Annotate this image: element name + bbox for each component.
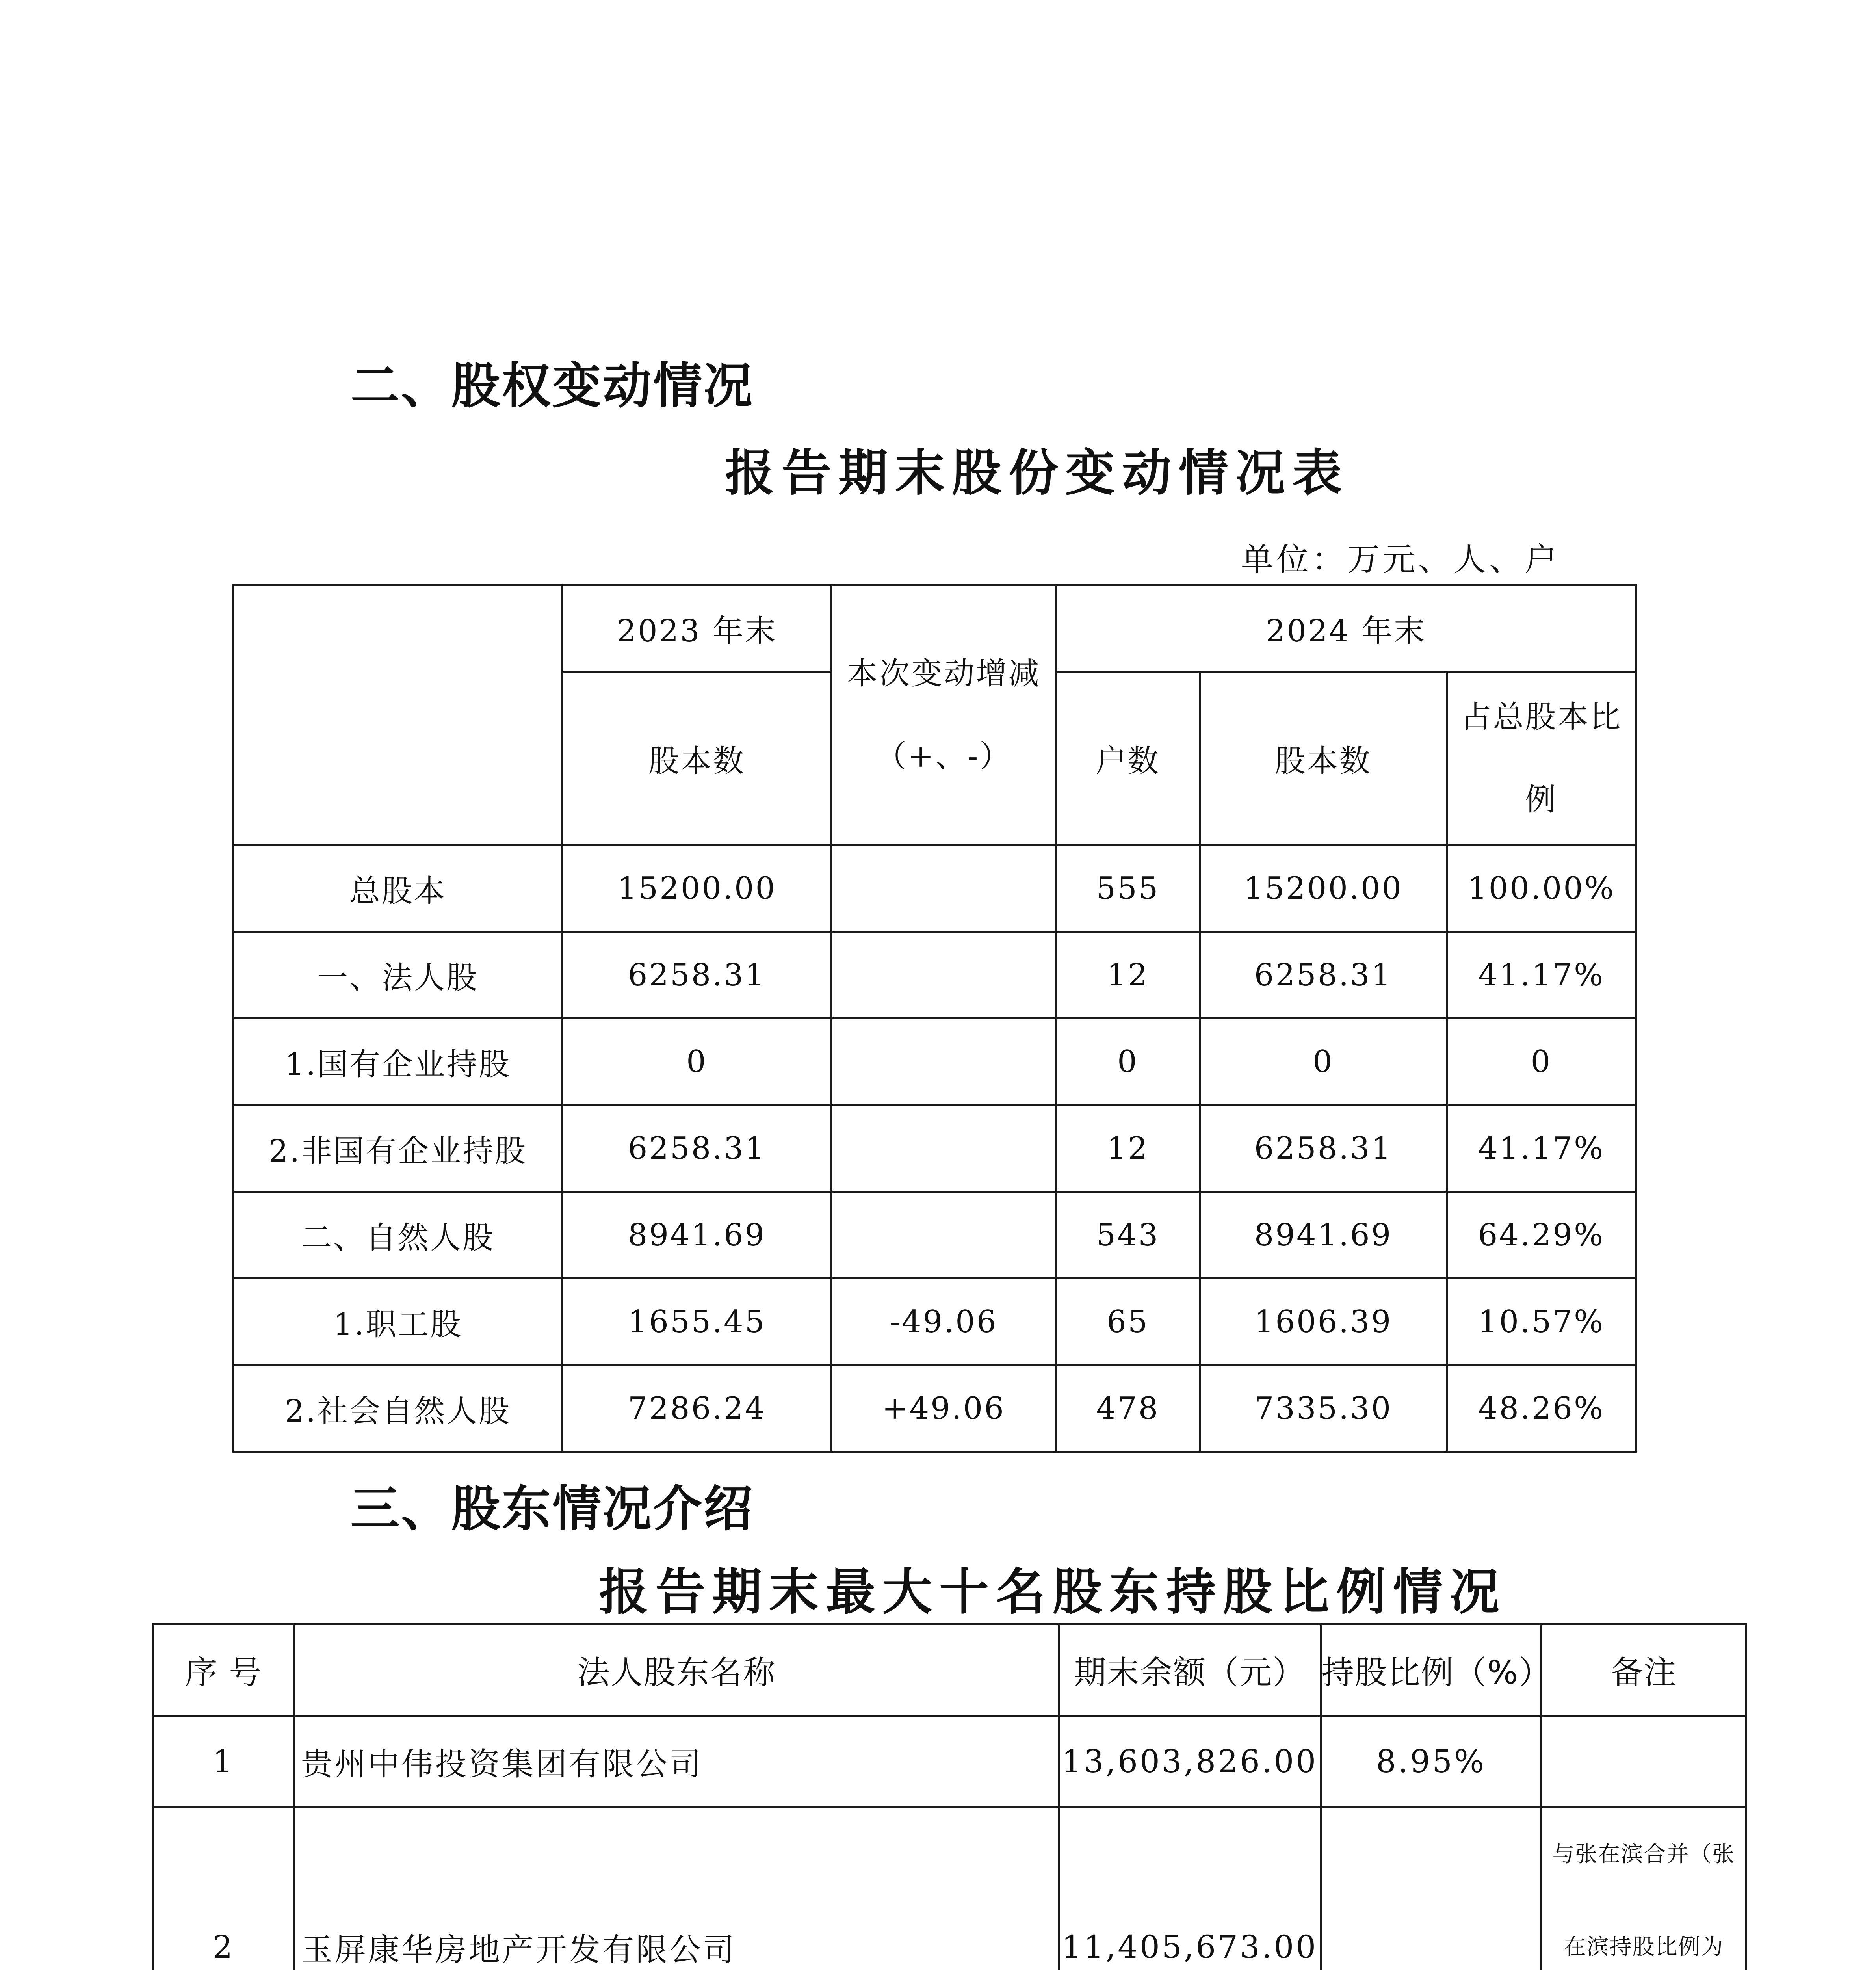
ratio: 100.00%: [1447, 845, 1636, 932]
change-value: [832, 1018, 1056, 1105]
ratio: 48.26%: [1447, 1365, 1636, 1452]
ratio: 10.57%: [1447, 1279, 1636, 1365]
header-name: 法人股东名称: [295, 1624, 1059, 1716]
shareholder-name: 玉屏康华房地产开发有限公司: [295, 1807, 1059, 1970]
shares-2024: 15200.00: [1200, 845, 1447, 932]
change-value: [832, 1192, 1056, 1279]
row-label: 1.国有企业持股: [234, 1018, 563, 1105]
closing-balance: 11,405,673.00: [1059, 1807, 1321, 1970]
households: 12: [1056, 1105, 1200, 1192]
change-value: -49.06: [832, 1279, 1056, 1365]
header-holding-ratio: 持股比例（%）: [1321, 1624, 1542, 1716]
shares-2023: 15200.00: [563, 845, 832, 932]
table-row: [234, 1192, 1636, 1279]
row-label: 1.职工股: [234, 1279, 563, 1365]
change-value: [832, 932, 1056, 1018]
shares-2024: 6258.31: [1200, 1105, 1447, 1192]
table-row: [234, 1018, 1636, 1105]
row-label: 总股本: [234, 845, 563, 932]
row-label: 一、法人股: [234, 932, 563, 1018]
section-title-shareholders: 三、股东情况介绍: [351, 1481, 754, 1537]
ratio: 64.29%: [1447, 1192, 1636, 1279]
households: 478: [1056, 1365, 1200, 1452]
top-shareholders-table: [152, 1623, 1747, 1970]
shares-2024: 1606.39: [1200, 1279, 1447, 1365]
table-row: [153, 1807, 1746, 1970]
shares-2023: 7286.24: [563, 1365, 832, 1452]
header-2023: 2023 年末: [563, 585, 832, 672]
table-row: [234, 1365, 1636, 1452]
note: 与张在滨合并（张在滨持股比例为: [1542, 1807, 1746, 1970]
shareholder-name: 贵州中伟投资集团有限公司: [295, 1716, 1059, 1807]
table-row: [234, 1105, 1636, 1192]
closing-balance: 13,603,826.00: [1059, 1716, 1321, 1807]
table1-corner-cell: [234, 585, 563, 845]
row-number: 2: [153, 1807, 295, 1970]
row-label: 2.社会自然人股: [234, 1365, 563, 1452]
holding-ratio: 8.95%: [1321, 1716, 1542, 1807]
row-label: 二、自然人股: [234, 1192, 563, 1279]
households: 0: [1056, 1018, 1200, 1105]
change-value: [832, 1105, 1056, 1192]
table-row: [234, 932, 1636, 1018]
holding-ratio: [1321, 1807, 1542, 1970]
ratio: 0: [1447, 1018, 1636, 1105]
table1-unit: 单位：万元、人、户: [1241, 541, 1560, 578]
share-change-table: [232, 584, 1637, 1453]
table1-title: 报告期末股份变动情况表: [725, 444, 1349, 502]
row-label: 2.非国有企业持股: [234, 1105, 563, 1192]
header-2024: 2024 年末: [1056, 585, 1636, 672]
header-amount: 期末余额（元）: [1059, 1624, 1321, 1716]
shares-2024: 7335.30: [1200, 1365, 1447, 1452]
households: 12: [1056, 932, 1200, 1018]
header-shares-2023: 股本数: [563, 672, 832, 845]
households: 543: [1056, 1192, 1200, 1279]
change-value: +49.06: [832, 1365, 1056, 1452]
shares-2024: 6258.31: [1200, 932, 1447, 1018]
section-title-equity-change: 二、股权变动情况: [351, 358, 754, 414]
change-value: [832, 845, 1056, 932]
header-no: 序 号: [153, 1624, 295, 1716]
ratio: 41.17%: [1447, 932, 1636, 1018]
households: 65: [1056, 1279, 1200, 1365]
shares-2023: 1655.45: [563, 1279, 832, 1365]
shares-2023: 8941.69: [563, 1192, 832, 1279]
shares-2023: 6258.31: [563, 1105, 832, 1192]
header-shares-2024: 股本数: [1200, 672, 1447, 845]
header-change: 本次变动增减（+、-）: [832, 585, 1056, 845]
table-row: [234, 1279, 1636, 1365]
header-ratio: 占总股本比例: [1447, 672, 1636, 845]
row-number: 1: [153, 1716, 295, 1807]
table2-title: 报告期末最大十名股东持股比例情况: [599, 1563, 1506, 1621]
shares-2023: 6258.31: [563, 932, 832, 1018]
shares-2024: 0: [1200, 1018, 1447, 1105]
note: [1542, 1716, 1746, 1807]
header-households: 户数: [1056, 672, 1200, 845]
shares-2024: 8941.69: [1200, 1192, 1447, 1279]
shares-2023: 0: [563, 1018, 832, 1105]
table-row: [234, 845, 1636, 932]
header-note: 备注: [1542, 1624, 1746, 1716]
households: 555: [1056, 845, 1200, 932]
ratio: 41.17%: [1447, 1105, 1636, 1192]
table-row: [153, 1716, 1746, 1807]
